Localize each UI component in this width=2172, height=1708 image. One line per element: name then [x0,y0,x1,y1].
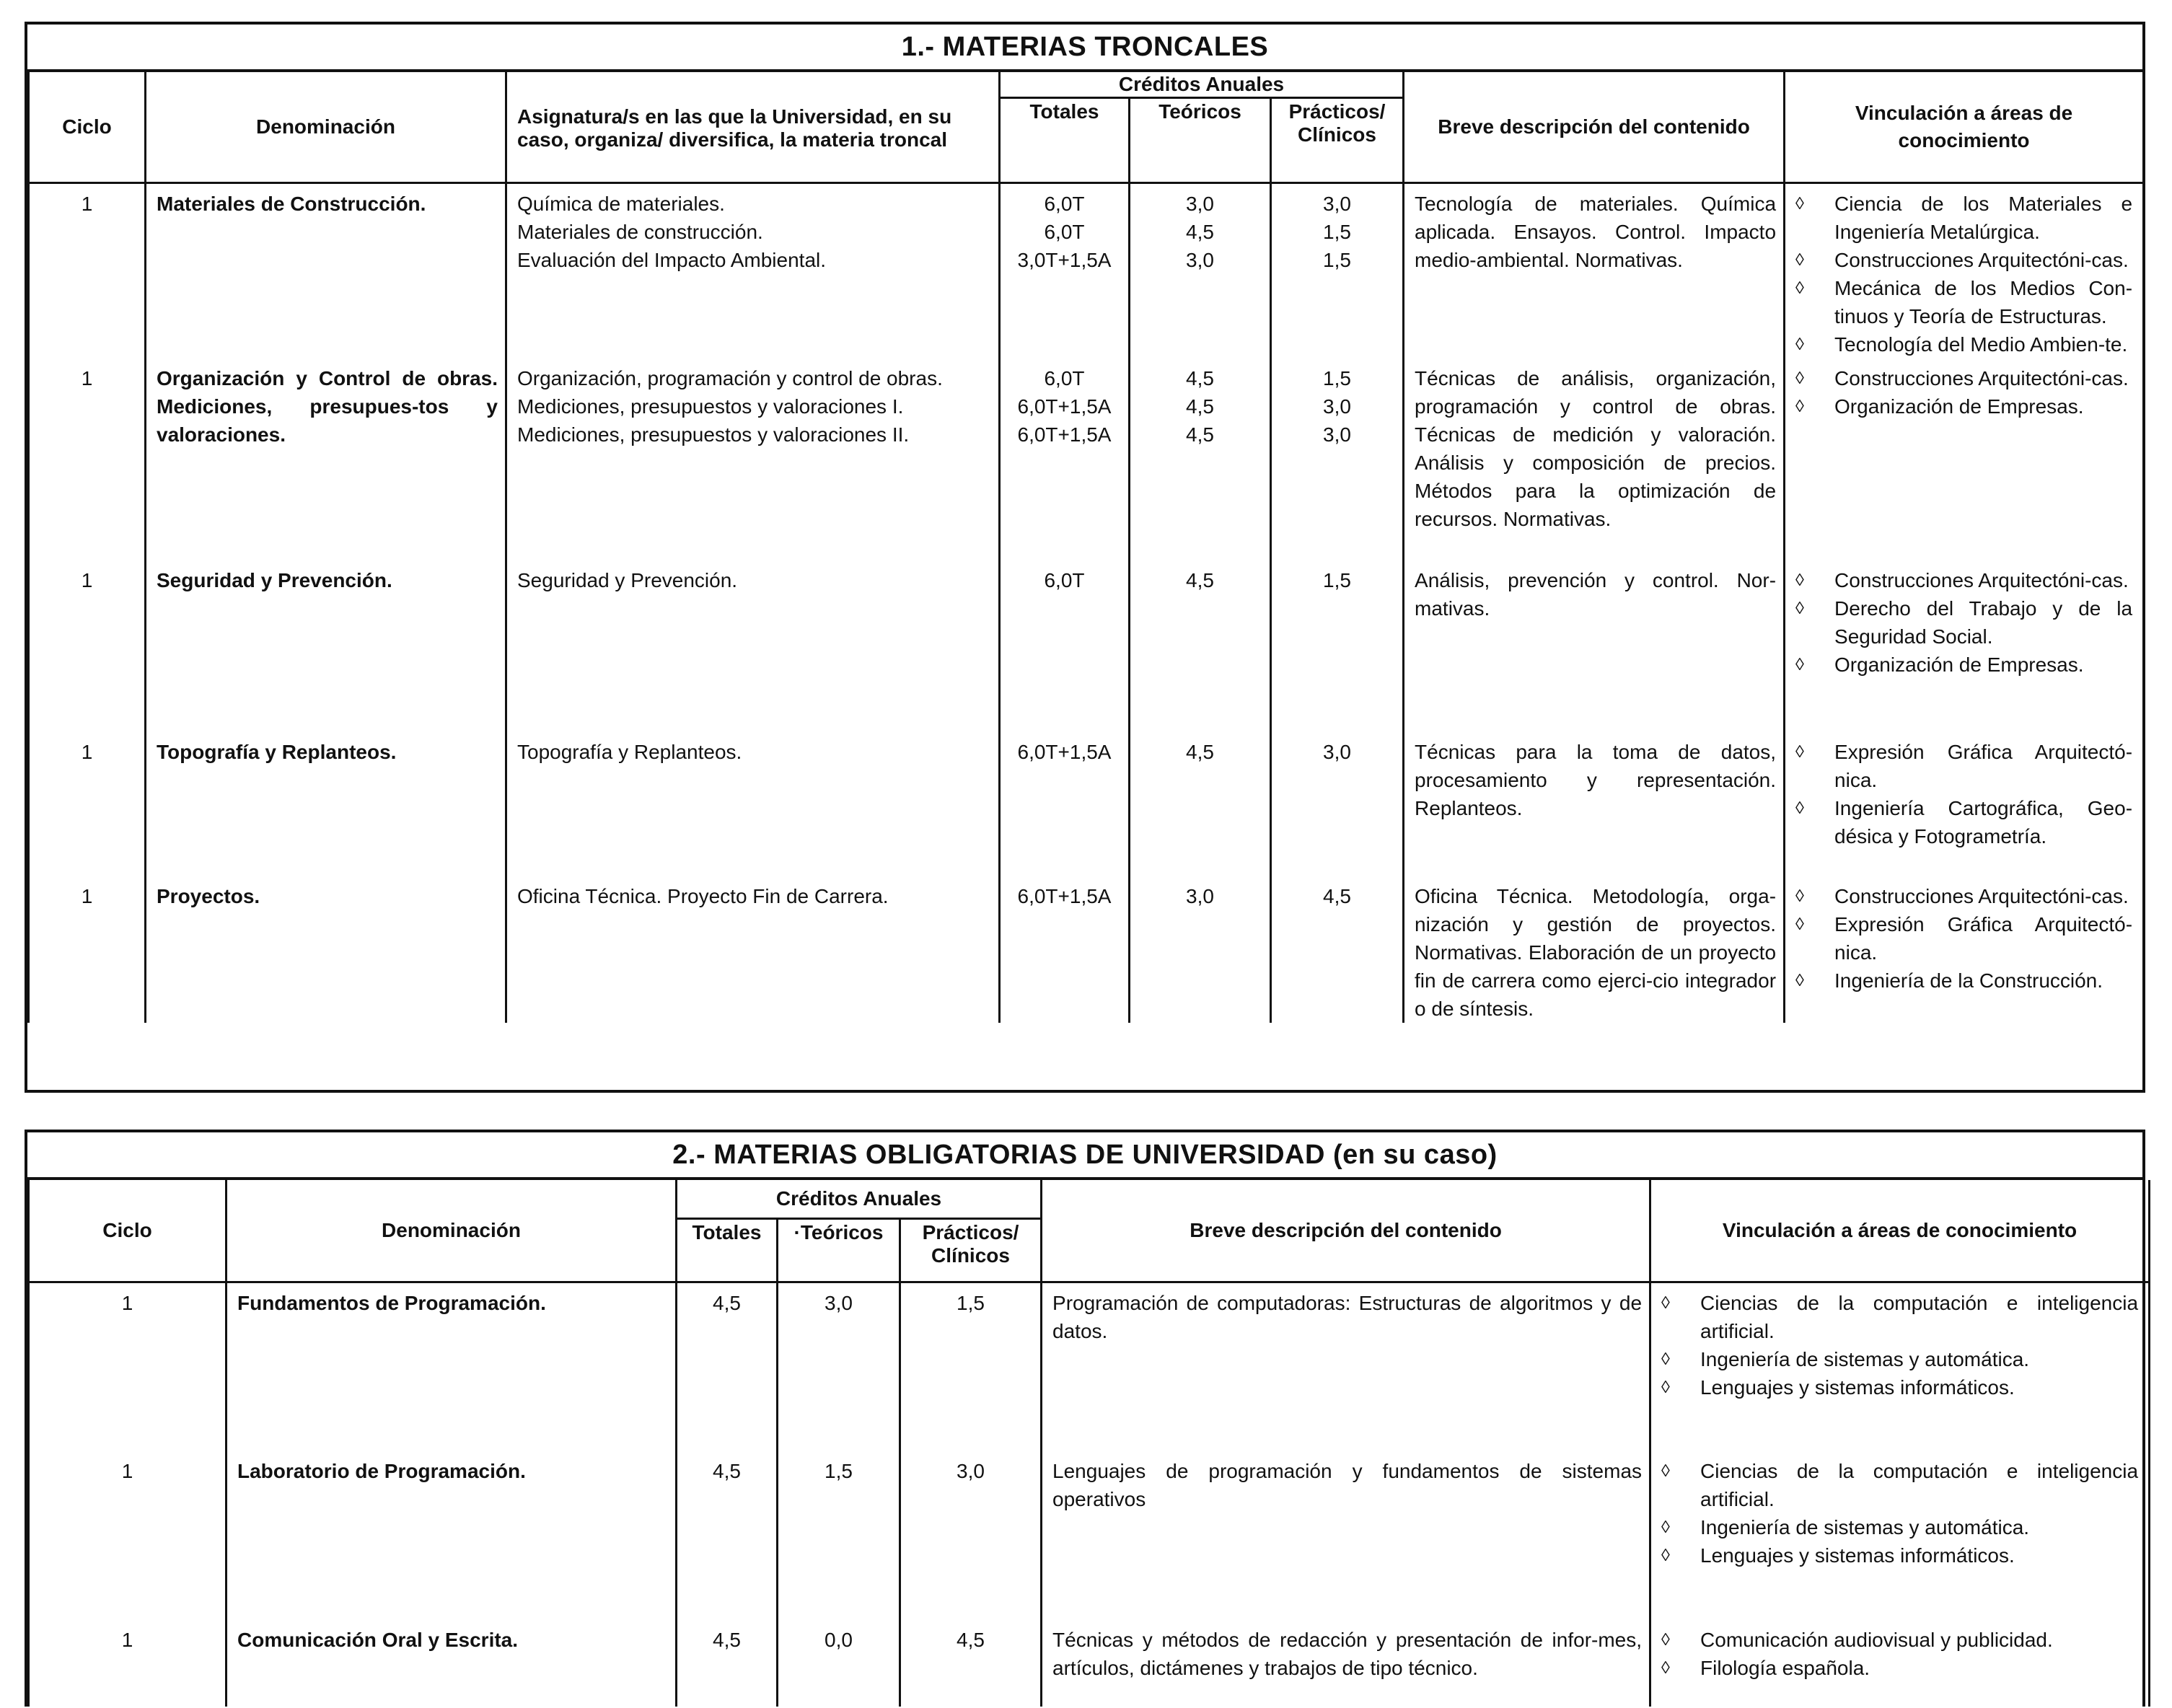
denominacion-cell: Seguridad y Prevención. [146,560,506,732]
practicos-cell [1271,732,1404,876]
asignatura-item: Materiales de construcción. [517,221,763,243]
asignaturas-cell [506,732,1000,876]
vinculacion-text: Ciencia de los Materiales e Ingeniería Metalúrgica. [1834,193,2133,243]
vinculacion-item [1793,594,2132,651]
descripcion-cell: Técnicas para la toma de datos, procesamiento y representación. Replanteos. [1404,732,1785,876]
vinculacion-item [1658,1373,2138,1401]
practicos-cell: 4,5 [900,1620,1042,1707]
vinculacion-item [1658,1626,2138,1654]
practicos-value: 1,5 [1323,367,1351,389]
vinculacion-text: Ingeniería de sistemas y automática. [1700,1348,2030,1370]
denominacion-cell: Laboratorio de Programación. [227,1451,677,1620]
totales-cell: 4,5 [677,1451,778,1620]
vinculacion-cell [1650,1282,2150,1451]
diamond-bullet-icon: ◊ [1795,571,1804,590]
teoricos-value: 3,0 [1186,193,1214,215]
vinculacion-item [1793,392,2132,421]
descripcion-cell: Oficina Técnica. Metodología, orga-nización y gestión de proyectos. Normativas. Elaboración de un proyecto fin de carrera como ejerci-cio integrador o de síntesis. [1404,876,1785,1023]
teoricos-cell: 3,0 [778,1282,900,1451]
diamond-bullet-icon: ◊ [1795,886,1804,906]
asignatura-item: Mediciones, presupuestos y valoraciones I. [517,395,904,418]
ciclo-cell: 1 [29,876,146,1023]
vinculacion-cell [1785,732,2144,876]
vinculacion-cell [1785,183,2144,359]
section-title: 1.- MATERIAS TRONCALES [27,25,2142,72]
asignatura-item: Evaluación del Impacto Ambiental. [517,249,827,271]
vinculacion-list [1785,190,2142,358]
vinculacion-item [1658,1457,2138,1513]
vinculacion-text: Ciencias de la computación e inteligencia artificial. [1700,1459,2139,1510]
header-practicos: Prácticos/ Clínicos [900,1219,1042,1282]
header-creditos-anuales: Créditos Anuales [677,1180,1042,1219]
diamond-bullet-icon: ◊ [1795,971,1804,990]
teoricos-cell: 0,0 [778,1620,900,1707]
diamond-bullet-icon: ◊ [1795,250,1804,270]
table-row [29,1620,2150,1707]
table-row [29,876,2144,1023]
vinculacion-list [1785,738,2142,850]
practicos-cell [1271,876,1404,1023]
denominacion-cell: Topografía y Replanteos. [146,732,506,876]
asignatura-item: Mediciones, presupuestos y valoraciones II. [517,423,910,446]
totales-cell [1000,732,1130,876]
table-row [29,183,2144,359]
totales-cell [1000,358,1130,560]
materias-troncales-section [25,22,2145,1093]
header-denominacion: Denominación [227,1180,677,1282]
header-descripcion: Breve descripción del contenido [1042,1180,1650,1282]
asignatura-item: Organización, programación y control de obras. [517,367,943,389]
header-totales: Totales [1000,98,1130,183]
asignatura-item: Topografía y Replanteos. [517,741,742,763]
totales-value: 6,0T [1044,193,1085,215]
totales-cell [1000,876,1130,1023]
header-asignaturas: Asignatura/s en las que la Universidad, en su caso, organiza/ diversifica, la materia troncal [506,72,1000,183]
teoricos-cell: 1,5 [778,1451,900,1620]
diamond-bullet-icon: ◊ [1661,1517,1670,1537]
vinculacion-list [1785,364,2142,421]
teoricos-cell [1130,183,1271,359]
section-title: 2.- MATERIAS OBLIGATORIAS DE UNIVERSIDAD (en su caso) [27,1132,2142,1180]
totales-value: 6,0T+1,5A [1017,885,1112,907]
denominacion-cell: Materiales de Construcción. [146,183,506,359]
diamond-bullet-icon: ◊ [1661,1545,1670,1565]
asignatura-item: Seguridad y Prevención. [517,569,738,591]
header-teoricos: ·Teóricos [778,1219,900,1282]
diamond-bullet-icon: ◊ [1795,335,1804,354]
totales-value: 6,0T+1,5A [1017,423,1112,446]
header-denominacion: Denominación [146,72,506,183]
asignaturas-cell [506,183,1000,359]
vinculacion-text: Expresión Gráfica Arquitectó-nica. [1834,913,2133,964]
header-descripcion: Breve descripción del contenido [1404,72,1785,183]
denominacion-cell: Comunicación Oral y Escrita. [227,1620,677,1707]
header-practicos: Prácticos/ Clínicos [1271,98,1404,183]
diamond-bullet-icon: ◊ [1661,1293,1670,1313]
materias-obligatorias-table [27,1180,2150,1707]
vinculacion-text: Expresión Gráfica Arquitectó-nica. [1834,741,2133,791]
vinculacion-text: Organización de Empresas. [1834,395,2084,418]
teoricos-value: 4,5 [1186,569,1214,591]
diamond-bullet-icon: ◊ [1661,1461,1670,1481]
table-row [29,732,2144,876]
vinculacion-list [1651,1626,2148,1682]
diamond-bullet-icon: ◊ [1795,599,1804,618]
practicos-value: 3,0 [1323,423,1351,446]
teoricos-value: 4,5 [1186,367,1214,389]
ciclo-cell: 1 [29,560,146,732]
diamond-bullet-icon: ◊ [1795,194,1804,214]
ciclo-cell: 1 [29,358,146,560]
vinculacion-text: Construcciones Arquitectóni-cas. [1834,367,2129,389]
practicos-value: 3,0 [1323,395,1351,418]
practicos-value: 1,5 [1323,569,1351,591]
practicos-cell [1271,183,1404,359]
header-ciclo: Ciclo [29,1180,227,1282]
vinculacion-item [1658,1345,2138,1373]
descripcion-cell: Análisis, prevención y control. Nor-mativas. [1404,560,1785,732]
diamond-bullet-icon: ◊ [1795,369,1804,388]
vinculacion-text: Tecnología del Medio Ambien-te. [1834,333,2128,356]
table-row [29,358,2144,560]
diamond-bullet-icon: ◊ [1661,1629,1670,1650]
vinculacion-list [1651,1289,2148,1401]
diamond-bullet-icon: ◊ [1795,798,1804,818]
vinculacion-item [1793,246,2132,274]
ciclo-cell: 1 [29,183,146,359]
vinculacion-item [1793,882,2132,910]
denominacion-cell: Organización y Control de obras. Mediciones, presupues-tos y valoraciones. [146,358,506,560]
header-totales: Totales [677,1219,778,1282]
practicos-cell: 1,5 [900,1282,1042,1451]
diamond-bullet-icon: ◊ [1661,1350,1670,1369]
totales-value: 6,0T [1044,569,1085,591]
asignatura-item: Oficina Técnica. Proyecto Fin de Carrera. [517,885,889,907]
ciclo-cell: 1 [29,732,146,876]
asignaturas-cell [506,560,1000,732]
ciclo-cell: 1 [29,1282,227,1451]
header-ciclo: Ciclo [29,72,146,183]
vinculacion-text: Ingeniería de sistemas y automática. [1700,1515,2030,1538]
totales-value: 3,0T+1,5A [1017,249,1112,271]
vinculacion-cell [1785,876,2144,1023]
vinculacion-text: Derecho del Trabajo y de la Seguridad Social. [1834,597,2133,648]
practicos-value: 1,5 [1323,249,1351,271]
vinculacion-item [1793,190,2132,246]
vinculacion-item [1793,274,2132,330]
vinculacion-cell [1785,358,2144,560]
vinculacion-list [1785,566,2142,679]
vinculacion-item [1793,330,2132,358]
teoricos-value: 4,5 [1186,221,1214,243]
diamond-bullet-icon: ◊ [1661,1378,1670,1397]
descripcion-cell: Técnicas de análisis, organización, programación y control de obras. Técnicas de medición y valoración. Análisis y composición de precios. Métodos para la optimización de recursos. Normativas. [1404,358,1785,560]
totales-value: 6,0T+1,5A [1017,741,1112,763]
vinculacion-list [1785,882,2142,995]
practicos-cell [1271,358,1404,560]
totales-cell [1000,183,1130,359]
vinculacion-item [1658,1654,2138,1682]
vinculacion-item [1658,1513,2138,1541]
vinculacion-text: Filología española. [1700,1656,1870,1679]
vinculacion-item [1658,1289,2138,1345]
header-creditos-anuales: Créditos Anuales [1000,72,1404,98]
table-row [29,1282,2150,1451]
teoricos-cell [1130,732,1271,876]
teoricos-value: 3,0 [1186,249,1214,271]
practicos-value: 3,0 [1323,741,1351,763]
practicos-cell: 3,0 [900,1451,1042,1620]
diamond-bullet-icon: ◊ [1795,397,1804,416]
header-vinculacion: Vinculación a áreas de conocimiento [1785,72,2144,183]
teoricos-cell [1130,358,1271,560]
vinculacion-text: Lenguajes y sistemas informáticos. [1700,1376,2015,1399]
header-teoricos: Teóricos [1130,98,1271,183]
totales-value: 6,0T [1044,221,1085,243]
descripcion-cell: Tecnología de materiales. Química aplicada. Ensayos. Control. Impacto medio-ambiental. Normativas. [1404,183,1785,359]
totales-value: 6,0T [1044,367,1085,389]
teoricos-value: 4,5 [1186,741,1214,763]
ciclo-cell: 1 [29,1620,227,1707]
vinculacion-text: Construcciones Arquitectóni-cas. [1834,249,2129,271]
denominacion-cell: Fundamentos de Programación. [227,1282,677,1451]
totales-cell: 4,5 [677,1620,778,1707]
vinculacion-item [1793,566,2132,594]
totales-cell [1000,560,1130,732]
diamond-bullet-icon: ◊ [1795,655,1804,674]
vinculacion-cell [1650,1451,2150,1620]
practicos-value: 1,5 [1323,221,1351,243]
totales-value: 6,0T+1,5A [1017,395,1112,418]
descripcion-cell: Técnicas y métodos de redacción y presentación de infor-mes, artículos, dictámenes y trabajos de tipo técnico. [1042,1620,1650,1707]
vinculacion-text: Ingeniería de la Construcción. [1834,969,2103,992]
teoricos-cell [1130,560,1271,732]
materias-obligatorias-section [25,1130,2145,1707]
diamond-bullet-icon: ◊ [1661,1658,1670,1678]
teoricos-value: 4,5 [1186,423,1214,446]
vinculacion-text: Lenguajes y sistemas informáticos. [1700,1544,2015,1567]
teoricos-cell [1130,876,1271,1023]
vinculacion-item [1658,1541,2138,1570]
denominacion-cell: Proyectos. [146,876,506,1023]
table-row [29,560,2144,732]
practicos-value: 4,5 [1323,885,1351,907]
diamond-bullet-icon: ◊ [1795,742,1804,762]
vinculacion-cell [1650,1620,2150,1707]
asignatura-item: Química de materiales. [517,193,725,215]
asignaturas-cell [506,358,1000,560]
header-vinculacion: Vinculación a áreas de conocimiento [1650,1180,2150,1282]
diamond-bullet-icon: ◊ [1795,915,1804,934]
vinculacion-item [1793,364,2132,392]
vinculacion-cell [1785,560,2144,732]
vinculacion-text: Organización de Empresas. [1834,653,2084,676]
materias-troncales-table [27,72,2145,1023]
table-row [29,1451,2150,1620]
vinculacion-text: Construcciones Arquitectóni-cas. [1834,885,2129,907]
vinculacion-text: Ingeniería Cartográfica, Geo-désica y Fotogrametría. [1834,797,2133,848]
diamond-bullet-icon: ◊ [1795,278,1804,298]
descripcion-cell: Programación de computadoras: Estructuras de algoritmos y de datos. [1042,1282,1650,1451]
vinculacion-item [1793,910,2132,967]
teoricos-value: 4,5 [1186,395,1214,418]
practicos-value: 3,0 [1323,193,1351,215]
descripcion-cell: Lenguajes de programación y fundamentos de sistemas operativos [1042,1451,1650,1620]
vinculacion-text: Ciencias de la computación e inteligencia artificial. [1700,1292,2139,1342]
teoricos-value: 3,0 [1186,885,1214,907]
vinculacion-text: Construcciones Arquitectóni-cas. [1834,569,2129,591]
practicos-cell [1271,560,1404,732]
totales-cell: 4,5 [677,1282,778,1451]
vinculacion-text: Comunicación audiovisual y publicidad. [1700,1628,2053,1651]
vinculacion-item [1793,967,2132,995]
ciclo-cell: 1 [29,1451,227,1620]
vinculacion-item [1793,794,2132,850]
asignaturas-cell [506,876,1000,1023]
vinculacion-item [1793,651,2132,679]
vinculacion-list [1651,1457,2148,1570]
vinculacion-item [1793,738,2132,794]
vinculacion-text: Mecánica de los Medios Con-tinuos y Teoría de Estructuras. [1834,277,2133,327]
